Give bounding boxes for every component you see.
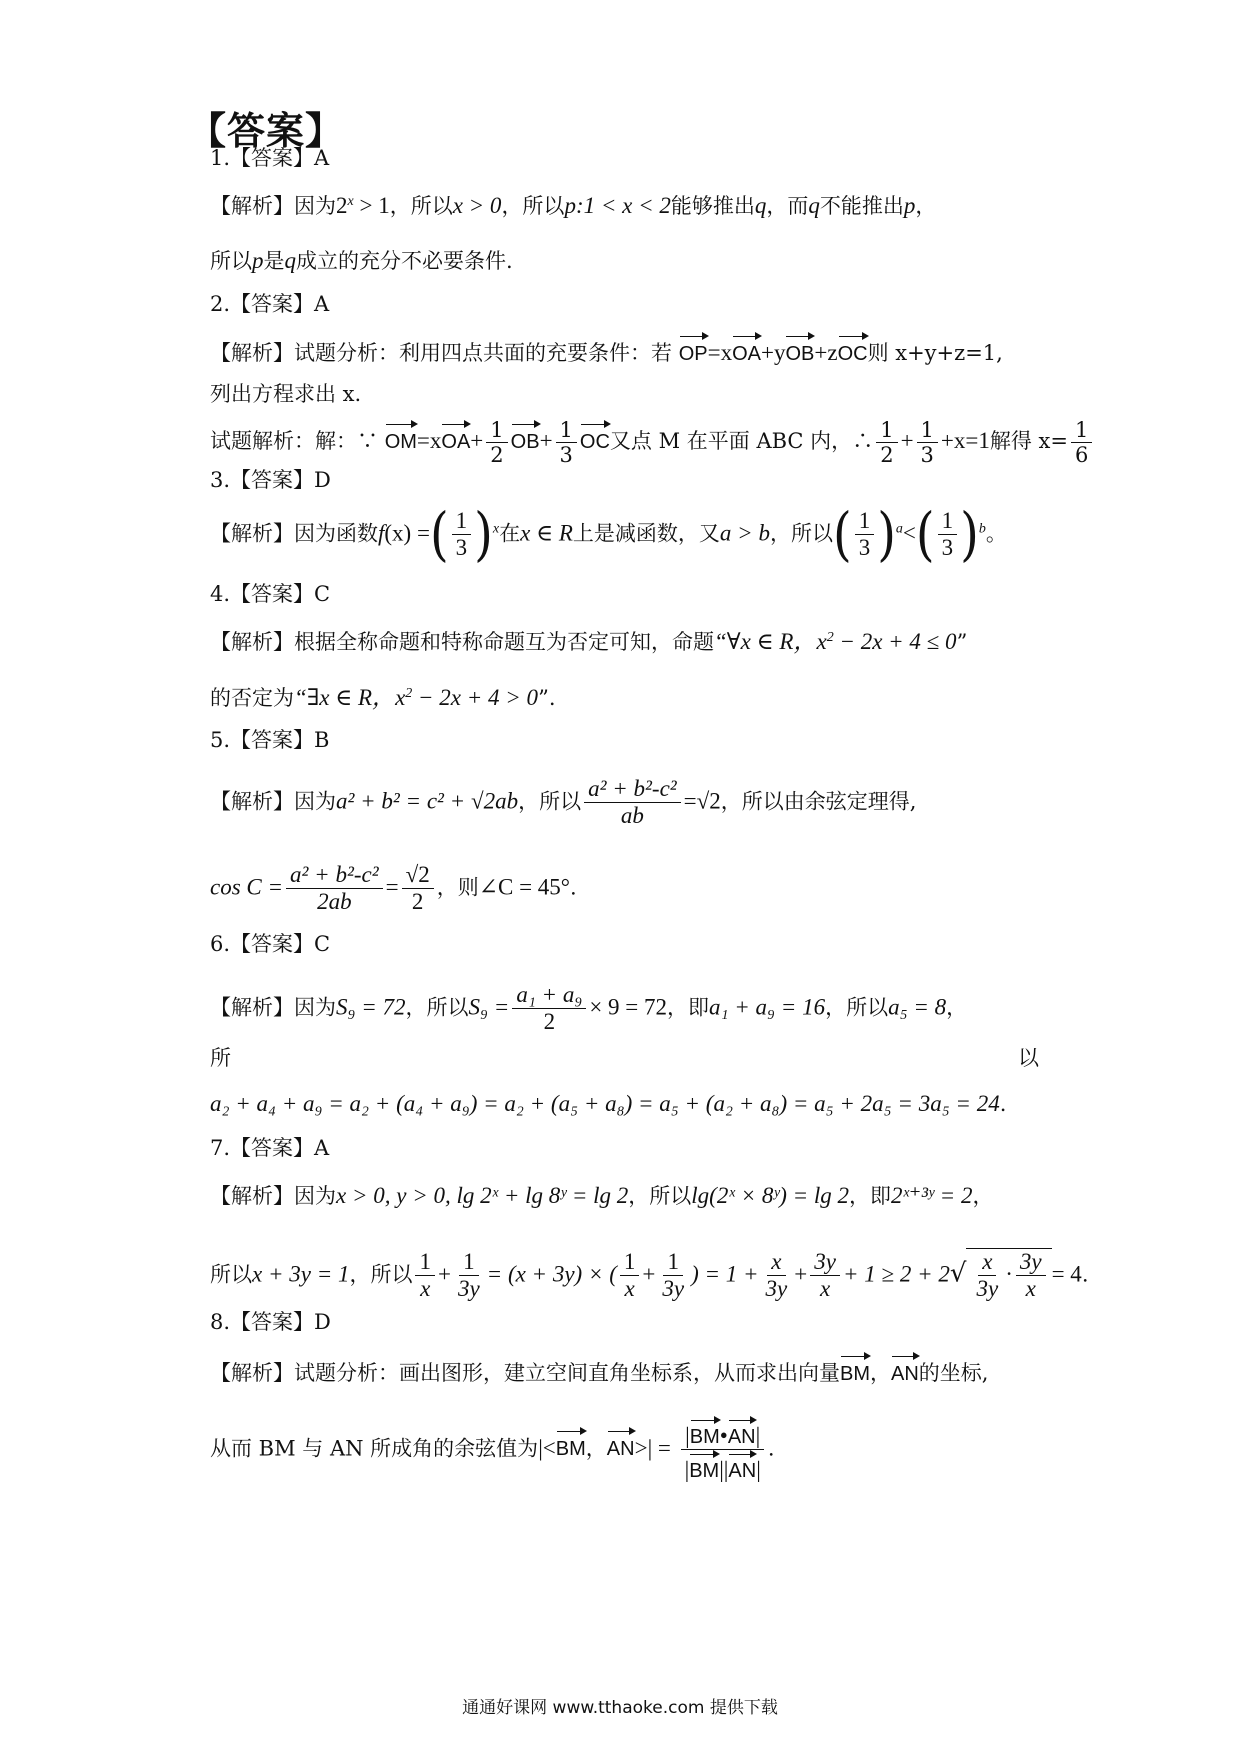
answer-8-head: 8.【答案】D	[210, 1310, 331, 1334]
answer-8-analysis-line-2: 从而 BM 与 AN 所成角的余弦值为|<BM，AN>| = $\frac{|BM•AN|}{|BM||AN|}$ .	[210, 1416, 775, 1484]
analysis-label: 【解析】	[210, 521, 294, 546]
answer-4-analysis-line-1: 【解析】根据全称命题和特称命题互为否定可知，命题“∀x ∈ R，$x^2 - 2x + 4 \le 0$”	[210, 629, 968, 654]
analysis-label: 【解析】	[210, 1361, 294, 1385]
vector-an: AN	[607, 1427, 635, 1461]
answer-5-analysis-line-1: 【解析】因为a² + b² = c² + √2ab，所以 $\frac{\text{a² + b²-c²}}{ab}$ =√2，所以由余弦定理得,	[210, 776, 917, 829]
vector-bm: BM	[840, 1352, 870, 1386]
answer-7-analysis-line-2: 所以x + 3y = 1，所以 $\frac{1}{x}$ + $\frac{1}{3y}$ = (x + 3y) × ( $\frac{1}{x}$ + $\frac{1}{3y}$ ) = 1 + $\frac{x}{3y}$ + $\frac{3y}{x}$ + 1 ≥ 2 + 2√ $\frac{x}{3y}$ · $\frac{3y}{x}$ = 4.	[210, 1249, 1089, 1302]
answer-2-analysis-line-2: 列出方程求出 x.	[210, 382, 362, 406]
answer-6-analysis-line-1: 【解析】因为S₉ = 72，所以S₉ = $\frac{\text{a₁ + a₉}}{2}$ × 9 = 72，即a₁ + a₉ = 16，所以a₅ = 8，	[210, 982, 968, 1035]
fraction: $\frac{\text{a² + b²-c²}}{2ab}$	[286, 862, 383, 916]
answer-5-head: 5.【答案】B	[210, 728, 330, 752]
fraction-one-half: $\frac{1}{2}$	[486, 418, 507, 467]
answer-6-analysis-line-3: a₂ + a₄ + a₉ = a₂ + (a₄ + a₉) = a₂ + (a₅ + a₈) = a₅ + (a₂ + a₈) = a₅ + 2a₅ = 3a₅ = 24.	[210, 1091, 1007, 1116]
answer-7-analysis-line-1: 【解析】因为x > 0, y > 0, lg 2ˣ + lg 8ʸ = lg 2，所以lg(2ˣ × 8ʸ) = lg 2，即2ˣ⁺³ʸ = 2，	[210, 1183, 994, 1208]
answer-3-head: 3.【答案】D	[210, 468, 331, 492]
analysis-label: 【解析】	[210, 1184, 294, 1208]
vector-ob: OB	[785, 332, 814, 366]
answer-1-analysis-line-2: 所以p是q成立的充分不必要条件.	[210, 248, 513, 273]
answer-8-analysis-line-1: 【解析】试题分析：画出图形，建立空间直角坐标系，从而求出向量BM，AN的坐标,	[210, 1352, 988, 1386]
analysis-label: 【解析】	[210, 789, 294, 814]
answer-6-head: 6.【答案】C	[210, 932, 331, 956]
vector-op: OP	[679, 332, 708, 366]
vector-oa: OA	[441, 420, 470, 454]
vector-oc: OC	[838, 332, 868, 366]
fraction-one-sixth: $\frac{1}{6}$	[1071, 418, 1092, 467]
fraction-one-third: $\frac{1}{3}$	[452, 508, 472, 562]
answer-1-head: 1.【答案】A	[210, 146, 330, 170]
vector-om: OM	[385, 420, 417, 454]
page-title: 【答案】	[188, 108, 345, 153]
answer-4-head: 4.【答案】C	[210, 582, 331, 606]
fraction: $\frac{\text{a² + b²-c²}}{ab}$	[584, 776, 681, 830]
fraction-one-third: $\frac{1}{3}$	[938, 508, 958, 562]
analysis-label: 【解析】	[210, 630, 294, 654]
answer-3-analysis-line-1: 【解析】因为函数f(x) =( $\frac{1}{3}$ )$^x$在x ∈ R上是减函数，又a > b，所以( $\frac{1}{3}$ )$^a$<( $\frac{1}{3}$ )$^b$。	[210, 501, 1007, 569]
fraction: $\frac{\text{a₁ + a₉}}{2}$	[512, 982, 586, 1036]
vector-oa: OA	[732, 332, 761, 366]
fraction-one-third: $\frac{1}{3}$	[556, 418, 577, 467]
answer-2-analysis-line-1: 【解析】试题分析：利用四点共面的充要条件：若 OP=xOA+yOB+zOC则 x+y+z=1,	[210, 332, 1003, 367]
fraction-one-third: $\frac{1}{3}$	[917, 418, 938, 467]
fraction: $\frac{√2}{2}$	[402, 862, 434, 916]
answer-2-head: 2.【答案】A	[210, 292, 330, 316]
answer-6-analysis-line-2b: 以	[1018, 1046, 1039, 1070]
fraction-one-half: $\frac{1}{2}$	[876, 418, 897, 467]
vector-bm: BM	[556, 1427, 586, 1461]
analysis-label: 【解析】	[210, 995, 294, 1020]
answer-2-analysis-line-3: 试题解析：解：∵ OM=xOA+ $\frac{1}{2}$ OB+ $\frac{1}{3}$ OC又点 M 在平面 ABC 内，∴ $\frac{1}{2}$ + $\frac{1}{3}$ +x=1解得 x= $\frac{1}{6}$	[210, 418, 1095, 467]
fraction-one-third: $\frac{1}{3}$	[855, 508, 875, 562]
answer-4-analysis-line-2: 的否定为“∃x ∈ R，$x^2 - 2x + 4 > 0$”.	[210, 685, 556, 710]
page-footer: 通通好课网 www.tthaoke.com 提供下载	[462, 1698, 778, 1718]
square-root: $\frac{x}{3y}$ · $\frac{3y}{x}$	[966, 1248, 1051, 1303]
vector-ob: OB	[511, 420, 540, 454]
answer-6-analysis-line-2a: 所	[210, 1046, 231, 1070]
answer-1-analysis-line-1: 【解析】因为$2^x > 1$，所以x > 0，所以p:1 < x < 2能够推出q，而q不能推出p，	[210, 193, 937, 218]
analysis-label: 【解析】	[210, 194, 294, 218]
analysis-label: 【解析】	[210, 341, 294, 365]
answer-7-head: 7.【答案】A	[210, 1136, 330, 1160]
cosine-fraction: $\frac{|BM•AN|}{|BM||AN|}$	[681, 1416, 765, 1484]
vector-an: AN	[891, 1352, 919, 1386]
answer-5-analysis-line-2: cos C = $\frac{\text{a² + b²-c²}}{2ab}$ = $\frac{√2}{2}$ ，则∠C = 45°.	[210, 862, 577, 915]
vector-oc: OC	[580, 420, 610, 454]
